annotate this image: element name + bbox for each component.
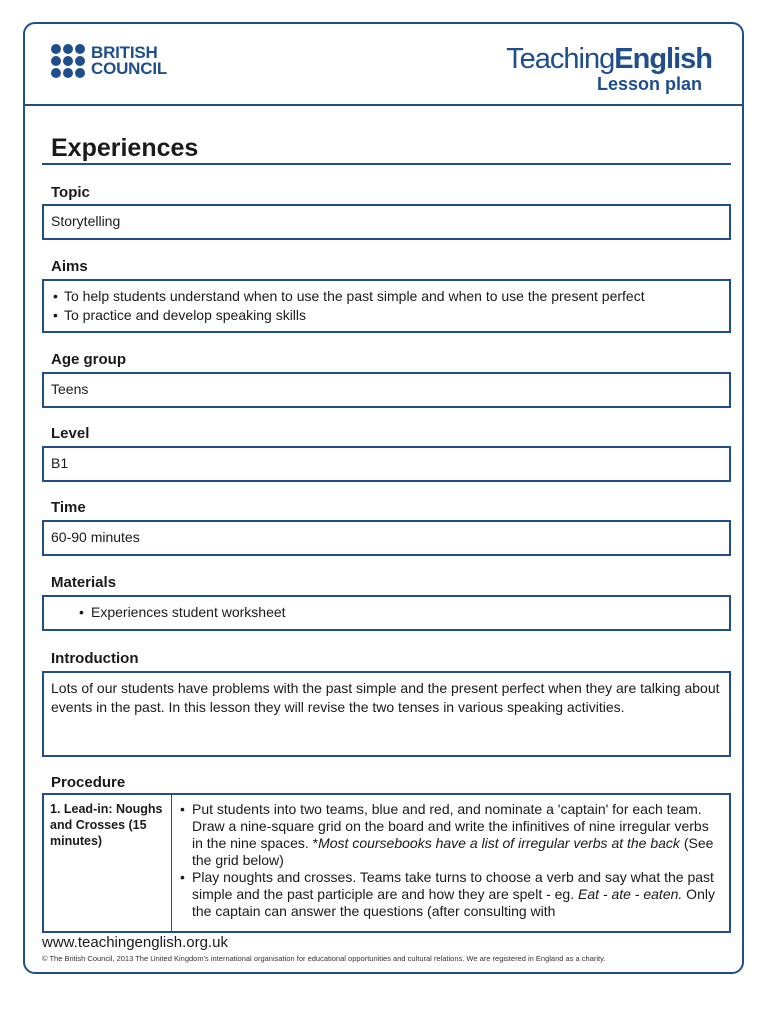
- procedure-table: [42, 793, 731, 933]
- british-council-wordmark: BRITISH COUNCIL: [91, 43, 168, 78]
- aims-item: • To help students understand when to use the past simple and when to use the present perfect: [51, 287, 722, 306]
- aims-item: • To practice and develop speaking skills: [51, 306, 722, 325]
- topic-value: Storytelling: [51, 213, 121, 229]
- time-label: Time: [51, 499, 86, 516]
- materials-box: [42, 595, 731, 631]
- materials-item: • Experiences student worksheet: [51, 603, 722, 622]
- introduction-label: Introduction: [51, 650, 139, 667]
- page-title: Experiences: [51, 134, 199, 162]
- procedure-bullet: • Put students into two teams, blue and red, and nominate a 'captain' for each team. Draw a nine-square grid on the board and write the infinitives of nine irregular verbs in the nine spaces. *Most coursebooks have a list of irregular verbs at the back (See the grid below): [178, 801, 723, 869]
- age-group-label: Age group: [51, 351, 126, 368]
- materials-label: Materials: [51, 574, 117, 591]
- procedure-bullet: • Play noughts and crosses. Teams take turns to choose a verb and say what the past simple and the past participle are and how they are spelt - eg. Eat - ate - eaten. Only the captain can answer the questions (after consulting with: [178, 869, 723, 920]
- introduction-box: [42, 671, 731, 757]
- topic-label: Topic: [51, 184, 90, 201]
- time-box: [42, 520, 731, 556]
- time-value: 60-90 minutes: [51, 529, 140, 545]
- title-divider: [42, 163, 731, 165]
- aims-label: Aims: [51, 258, 88, 275]
- level-box: [42, 446, 731, 482]
- age-group-box: [42, 372, 731, 408]
- age-group-value: Teens: [51, 381, 89, 397]
- footer-copyright: © The British Council, 2013 The United Kingdom's international organisation for educational opportunities and cultural relations. We are registered in England as a charity.: [42, 954, 606, 963]
- procedure-step-content: [172, 795, 729, 931]
- level-value: B1: [51, 455, 69, 471]
- procedure-label: Procedure: [51, 774, 126, 791]
- header: [25, 24, 742, 106]
- lesson-plan-label: Lesson plan: [596, 74, 702, 94]
- footer-website-link[interactable]: www.teachingenglish.org.uk: [42, 934, 228, 951]
- topic-box: [42, 204, 731, 240]
- introduction-text: Lots of our students have problems with the past simple and the present perfect when they are talking about events in the past. In this lesson they will revise the two tenses in various speaking activities.: [51, 680, 720, 715]
- british-council-dots-icon: [51, 44, 85, 78]
- aims-box: [42, 279, 731, 333]
- teaching-english-wordmark: TeachingEnglish: [506, 43, 712, 75]
- teaching-english-logo: [506, 44, 712, 94]
- british-council-logo: [51, 44, 167, 78]
- level-label: Level: [51, 425, 90, 442]
- page-frame: [23, 22, 744, 974]
- procedure-step-title: 1. Lead-in: Noughs and Crosses (15 minutes): [44, 795, 172, 931]
